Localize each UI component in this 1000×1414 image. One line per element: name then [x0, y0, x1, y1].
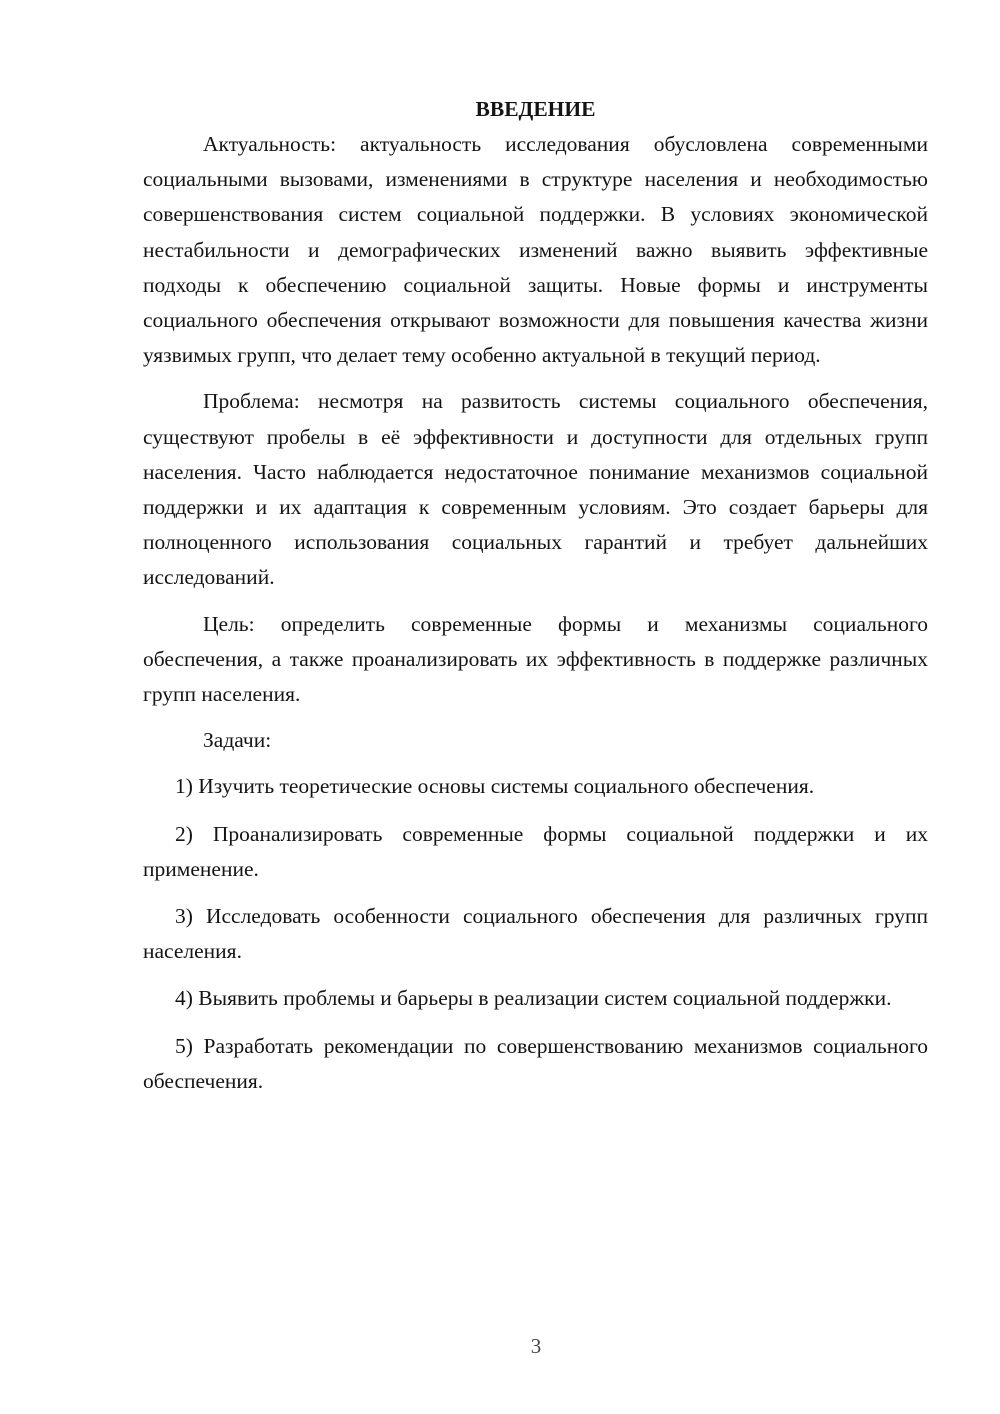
relevance-paragraph: Актуальность: актуальность исследования обусловлена современными социальными вызовами, изменениями в структуре населения и необходимостью совершенствования систем социальной поддержки. В условиях экономической нестабильности и демографических изменений важно выявить эффективные подходы к обеспечению социальной защиты. Новые формы и инструменты социального обеспечения открывают возможности для повышения качества жизни уязвимых групп, что делает тему особенно актуальной в текущий период. — [143, 132, 928, 368]
task-item: 3) Исследовать особенности социального обеспечения для различных групп населения. — [143, 904, 928, 964]
tasks-list — [143, 769, 928, 1099]
page-content — [143, 92, 928, 1099]
task-item: 5) Разработать рекомендации по совершенствованию механизмов социального обеспечения. — [143, 1033, 928, 1093]
tasks-heading: Задачи: — [203, 728, 272, 753]
task-item: 4) Выявить проблемы и барьеры в реализации систем социальной поддержки. — [175, 986, 892, 1011]
task-item: 1) Изучить теоретические основы системы социального обеспечения. — [175, 774, 815, 799]
problem-paragraph: Проблема: несмотря на развитость системы социального обеспечения, существуют пробелы в её эффективности и доступности для отдельных групп населения. Часто наблюдается недостаточное понимание механизмов социальной поддержки и их адаптация к современным условиям. Это создает барьеры для полноценного использования социальных гарантий и требует дальнейших исследований. — [143, 389, 928, 590]
section-heading: ВВЕДЕНИЕ — [475, 97, 596, 121]
task-item: 2) Проанализировать современные формы социальной поддержки и их применение. — [143, 821, 928, 881]
page-number: 3 — [530, 1334, 542, 1358]
goal-paragraph: Цель: определить современные формы и механизмы социального обеспечения, а также проанализировать их эффективность в поддержке различных групп населения. — [143, 611, 928, 707]
